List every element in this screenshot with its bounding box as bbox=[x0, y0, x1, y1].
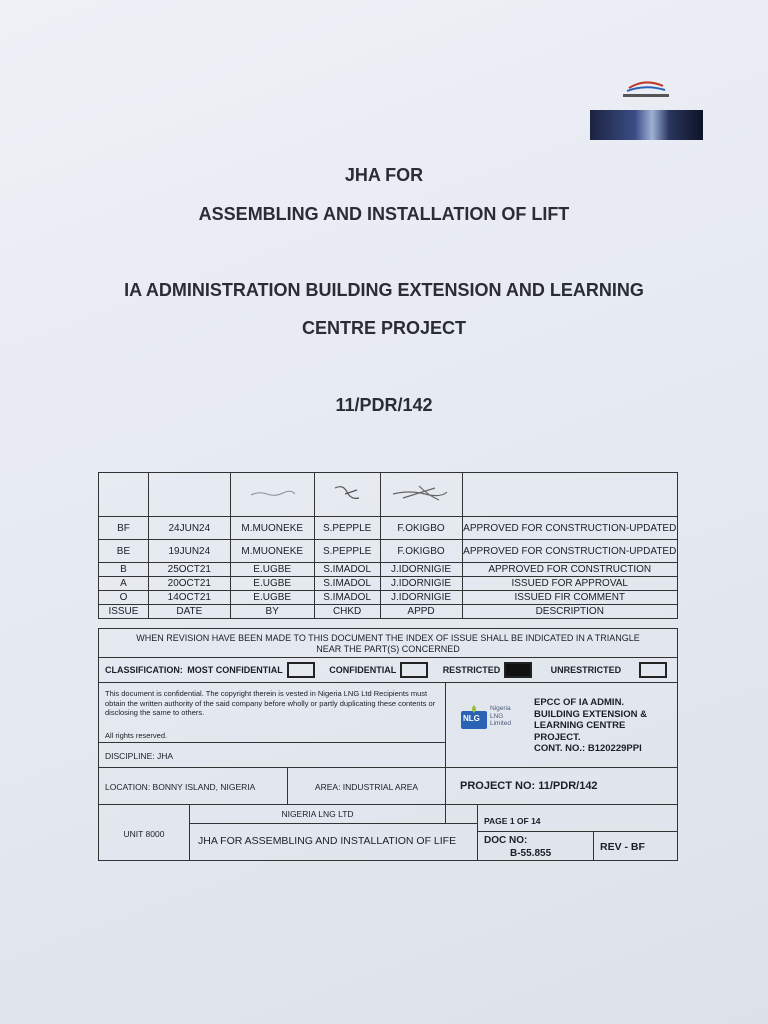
signature-chkd bbox=[314, 473, 380, 517]
doc-no-label: DOC NO: bbox=[484, 835, 528, 846]
class-restricted: RESTRICTED bbox=[442, 665, 501, 675]
discipline-row: DISCIPLINE: JHA bbox=[98, 742, 446, 768]
revision-note: WHEN REVISION HAVE BEEN MADE TO THIS DOCUMENT THE INDEX OF ISSUE SHALL BE INDICATED IN A TRIANGLE NEAR THE PART(S) CONCERNED bbox=[98, 628, 678, 658]
signature-row bbox=[99, 473, 678, 517]
contractor-logo-icon bbox=[615, 80, 675, 102]
epcc-line-2: BUILDING EXTENSION & bbox=[534, 708, 647, 720]
doc-title-line2: ASSEMBLING AND INSTALLATION OF LIFT bbox=[198, 204, 570, 224]
table-row: BF 24JUN24 M.MUONEKE S.PEPPLE F.OKIGBO APPROVED FOR CONSTRUCTION-UPDATED bbox=[99, 517, 678, 540]
unrestricted-checkbox[interactable] bbox=[639, 662, 667, 678]
epcc-line-4: PROJECT. bbox=[534, 731, 581, 743]
unit-cell: UNIT 8000 bbox=[98, 804, 190, 861]
page-count: PAGE 1 OF 14 bbox=[477, 804, 678, 832]
logo-caption-2: LNG bbox=[490, 712, 504, 720]
epcc-line-3: LEARNING CENTRE bbox=[534, 720, 626, 731]
class-confidential: CONFIDENTIAL bbox=[329, 665, 397, 675]
restricted-checkbox-checked[interactable] bbox=[504, 662, 532, 678]
table-row: A 20OCT21 E.UGBE S.IMADOL J.IDORNIGIE ISSUED FOR APPROVAL bbox=[99, 577, 678, 591]
legal-text: This document is confidential. The copyright therein is vested in Nigeria LNG Ltd Recipients must obtain the written authority of the said company before wholly or partly duplicating these contents or disclosing the same to others. bbox=[105, 689, 436, 717]
classification-label: CLASSIFICATION: bbox=[105, 665, 183, 675]
doc-title-line1: JHA FOR bbox=[344, 165, 424, 185]
nlng-logo-text: NLG bbox=[463, 714, 480, 723]
class-unrestricted: UNRESTRICTED bbox=[550, 665, 622, 675]
table-row: O 14OCT21 E.UGBE S.IMADOL J.IDORNIGIE ISSUED FIR COMMENT bbox=[99, 591, 678, 605]
contractor-banner-logo bbox=[590, 110, 703, 140]
area-cell: AREA: INDUSTRIAL AREA bbox=[287, 767, 446, 805]
title-block bbox=[98, 472, 678, 861]
most-confidential-checkbox[interactable] bbox=[287, 662, 315, 678]
signature-appd bbox=[380, 473, 462, 517]
doc-number: 11/PDR/142 bbox=[335, 395, 433, 415]
contract-number: CONT. NO.: B120229PPI bbox=[534, 743, 642, 754]
classification-row bbox=[98, 657, 678, 683]
doc-title-line4: CENTRE PROJECT bbox=[301, 318, 467, 338]
table-row: B 25OCT21 E.UGBE S.IMADOL J.IDORNIGIE APPROVED FOR CONSTRUCTION bbox=[99, 563, 678, 577]
revision-table bbox=[98, 472, 678, 619]
rights-reserved: All rights reserved. bbox=[105, 731, 168, 740]
confidential-checkbox[interactable] bbox=[400, 662, 428, 678]
epcc-line-1: EPCC OF IA ADMIN. bbox=[534, 697, 625, 708]
doc-title-line3: IA ADMINISTRATION BUILDING EXTENSION AND LEARNING bbox=[124, 280, 644, 300]
logo-caption-3: Limited bbox=[490, 720, 511, 727]
table-header-row: ISSUE DATE BY CHKD APPD DESCRIPTION bbox=[99, 605, 678, 619]
revision-cell: REV - BF bbox=[593, 831, 678, 861]
logo-caption-1: Nigeria bbox=[490, 705, 511, 712]
company-box bbox=[445, 682, 678, 768]
project-number-cell: PROJECT NO: 11/PDR/142 bbox=[445, 767, 678, 805]
doc-no-value: B-55.855 bbox=[510, 848, 552, 859]
footer-company: NIGERIA LNG LTD bbox=[189, 804, 446, 824]
table-row: BE 19JUN24 M.MUONEKE S.PEPPLE F.OKIGBO APPROVED FOR CONSTRUCTION-UPDATED bbox=[99, 540, 678, 563]
doc-number-cell bbox=[477, 831, 594, 861]
class-most-confidential: MOST CONFIDENTIAL bbox=[187, 665, 283, 675]
location-cell: LOCATION: BONNY ISLAND, NIGERIA bbox=[98, 767, 288, 805]
legal-notice-box bbox=[98, 682, 446, 743]
signature-by bbox=[230, 473, 314, 517]
footer-title: JHA FOR ASSEMBLING AND INSTALLATION OF LIFE bbox=[189, 823, 478, 861]
